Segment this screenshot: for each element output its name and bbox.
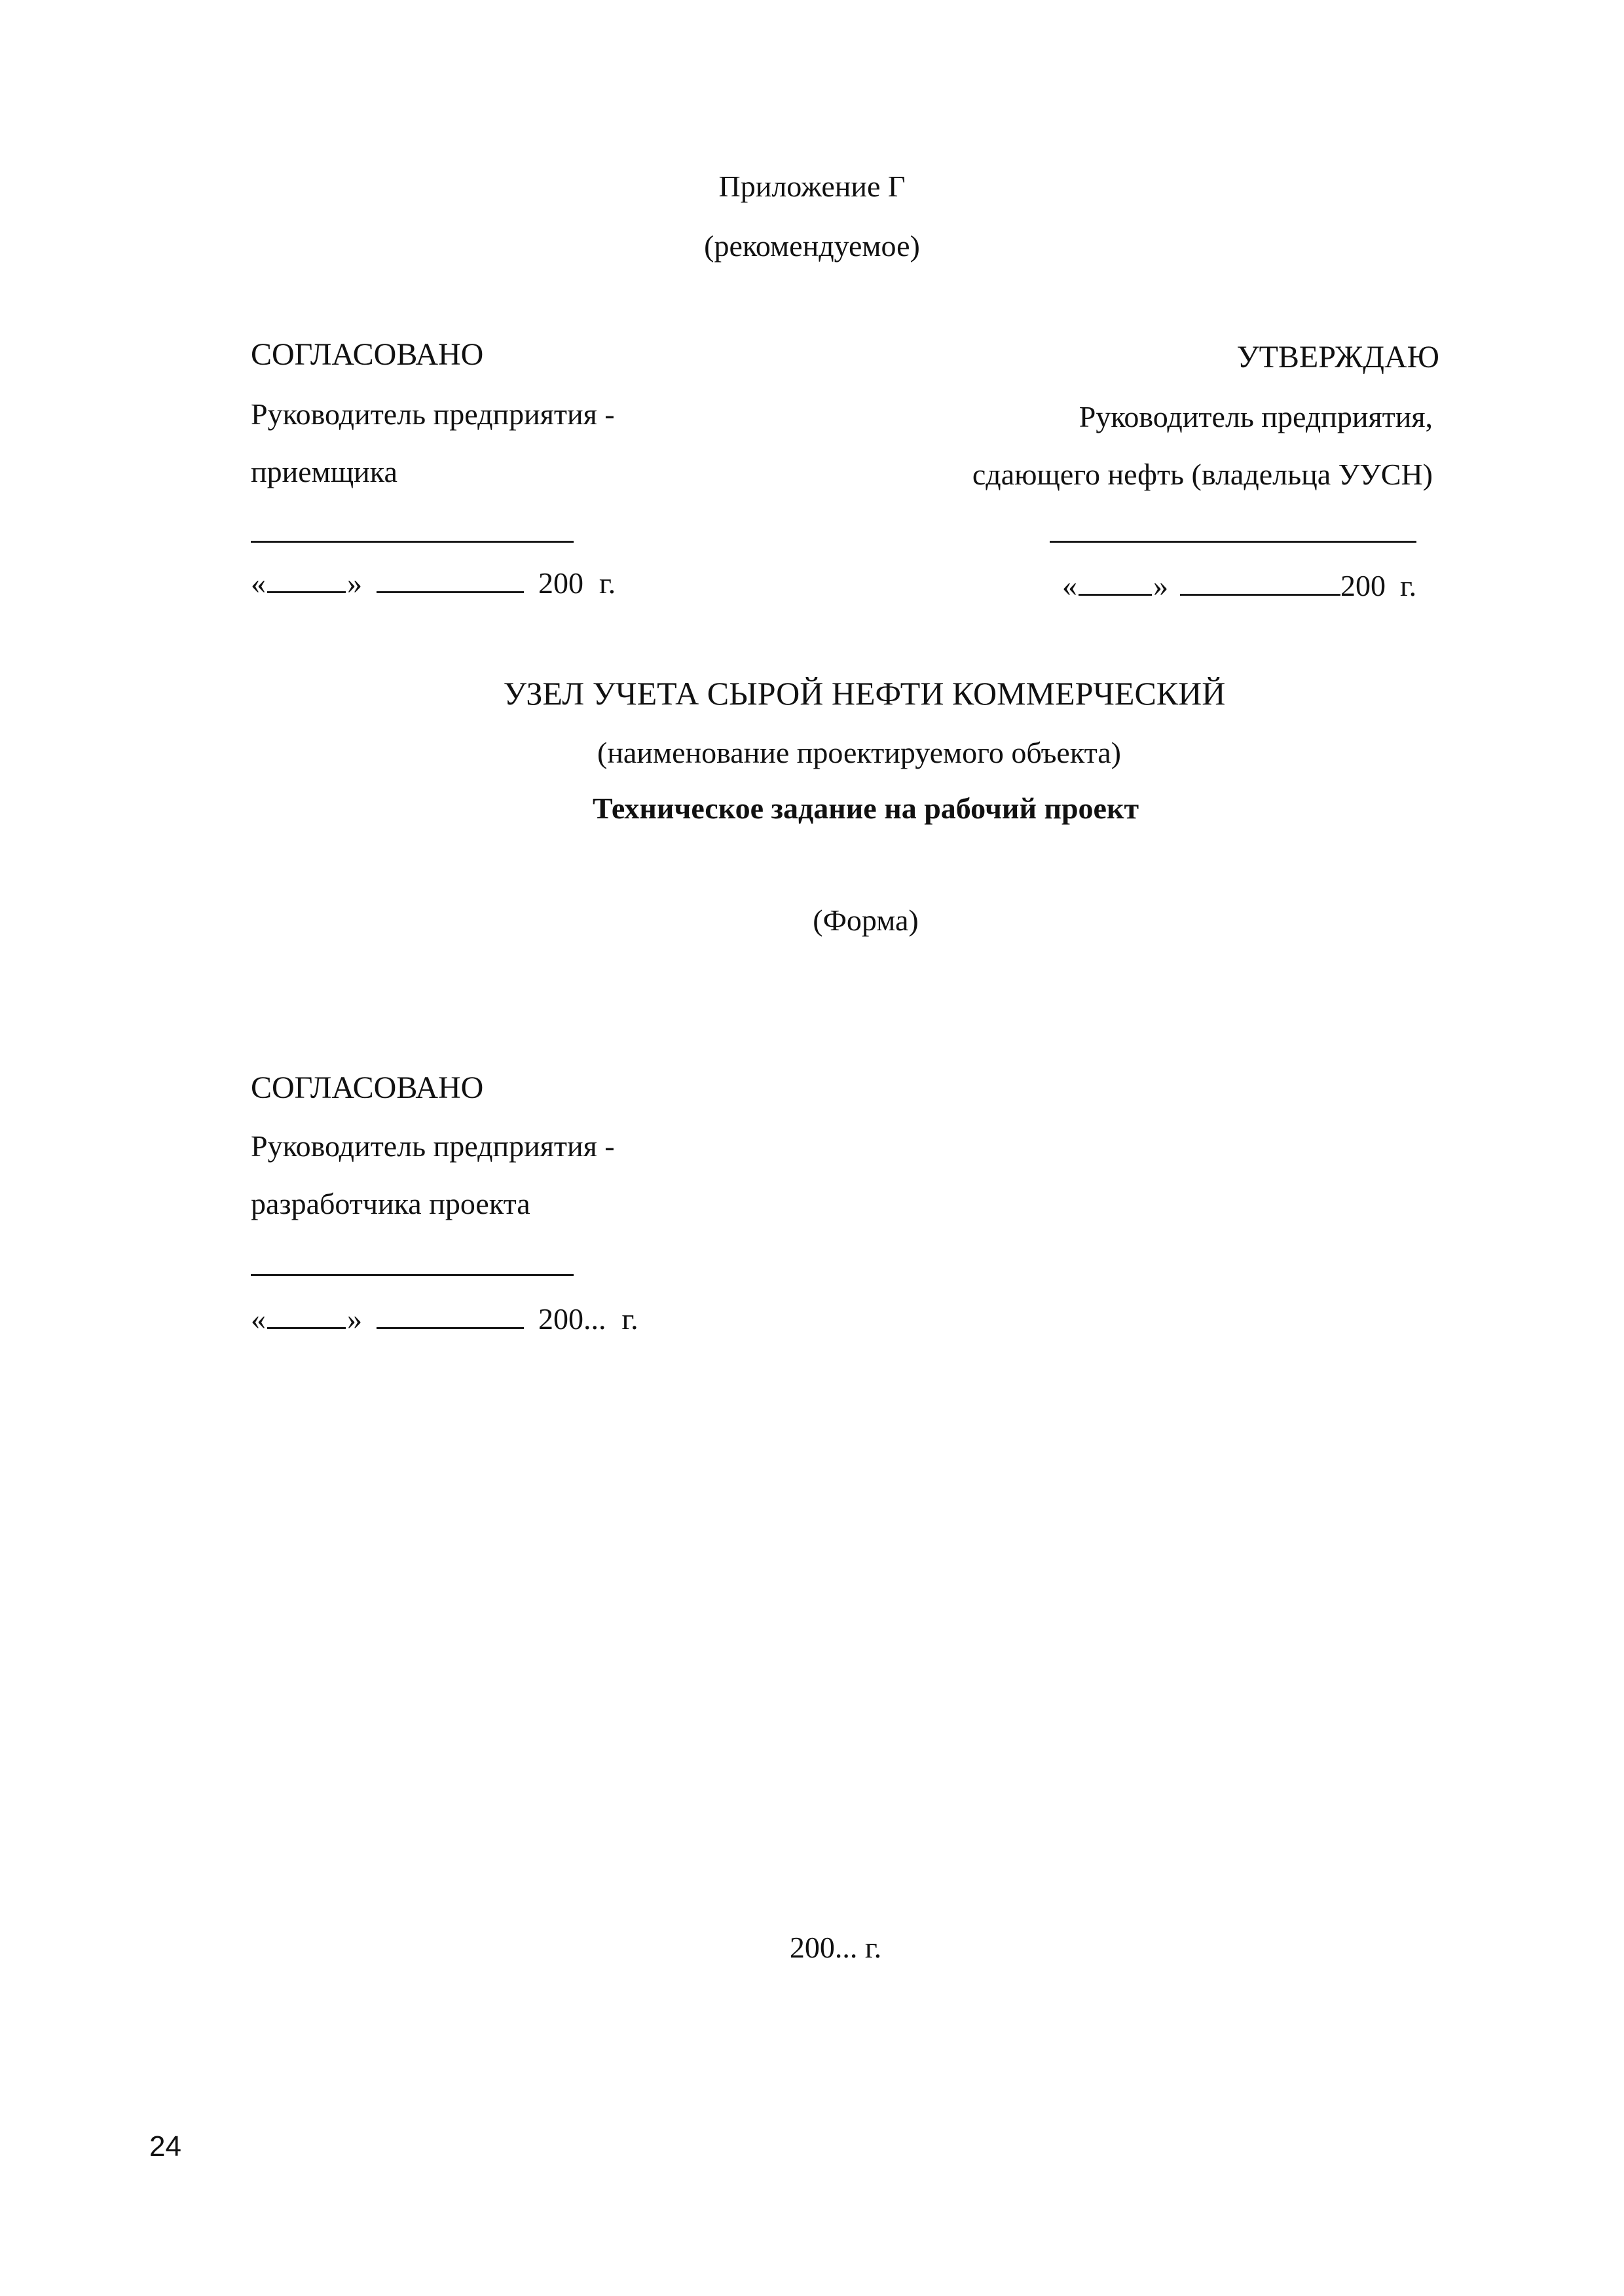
document-type: Техническое задание на рабочий проект xyxy=(592,792,1139,825)
developer-approval-line2: разработчика проекта xyxy=(251,1187,530,1220)
form-note: (Форма) xyxy=(813,903,919,937)
right-date-open-quote: « xyxy=(1062,569,1077,602)
left-approval-line2: приемщика xyxy=(251,455,397,488)
left-date-open-quote: « xyxy=(251,566,266,600)
developer-date-line xyxy=(251,1304,638,1334)
developer-date-open-quote: « xyxy=(251,1302,266,1336)
right-date-close-quote: » xyxy=(1153,569,1168,602)
footer-year: 200... г. xyxy=(789,1931,882,1964)
developer-approval-line1: Руководитель предприятия - xyxy=(251,1129,615,1163)
left-signature-line xyxy=(251,541,574,543)
developer-date-day-blank xyxy=(267,1305,346,1329)
left-date-close-quote: » xyxy=(347,566,362,600)
document-subtitle: (наименование проектируемого объекта) xyxy=(597,736,1121,769)
right-signature-line xyxy=(1050,541,1416,543)
developer-date-month-blank xyxy=(377,1305,524,1329)
developer-date-close-quote: » xyxy=(347,1302,362,1336)
left-approval-heading: СОГЛАСОВАНО xyxy=(251,337,484,372)
right-date-month-blank xyxy=(1180,572,1340,596)
document-title: УЗЕЛ УЧЕТА СЫРОЙ НЕФТИ КОММЕРЧЕСКИЙ xyxy=(503,675,1226,712)
appendix-label: Приложение Г xyxy=(718,170,906,203)
left-approval-line1: Руководитель предприятия - xyxy=(251,397,615,431)
left-date-line xyxy=(251,568,616,598)
page-number: 24 xyxy=(149,2130,181,2162)
right-date-suffix: г. xyxy=(1400,569,1417,602)
left-date-year: 200 xyxy=(538,566,583,600)
right-date-line xyxy=(1062,571,1416,601)
left-date-suffix: г. xyxy=(599,566,616,600)
appendix-type: (рекомендуемое) xyxy=(704,229,920,263)
developer-date-suffix: г. xyxy=(621,1302,638,1336)
right-date-day-blank xyxy=(1079,572,1152,596)
right-approval-line1: Руководитель предприятия, xyxy=(1079,400,1433,433)
developer-approval-heading: СОГЛАСОВАНО xyxy=(251,1070,484,1105)
developer-date-year: 200... xyxy=(538,1302,606,1336)
left-date-month-blank xyxy=(377,569,524,593)
developer-signature-line xyxy=(251,1274,574,1276)
left-date-day-blank xyxy=(267,569,346,593)
right-date-year: 200 xyxy=(1340,569,1386,602)
right-approval-heading: УТВЕРЖДАЮ xyxy=(1236,340,1439,374)
right-approval-line2: сдающего нефть (владельца УУСН) xyxy=(972,458,1433,491)
